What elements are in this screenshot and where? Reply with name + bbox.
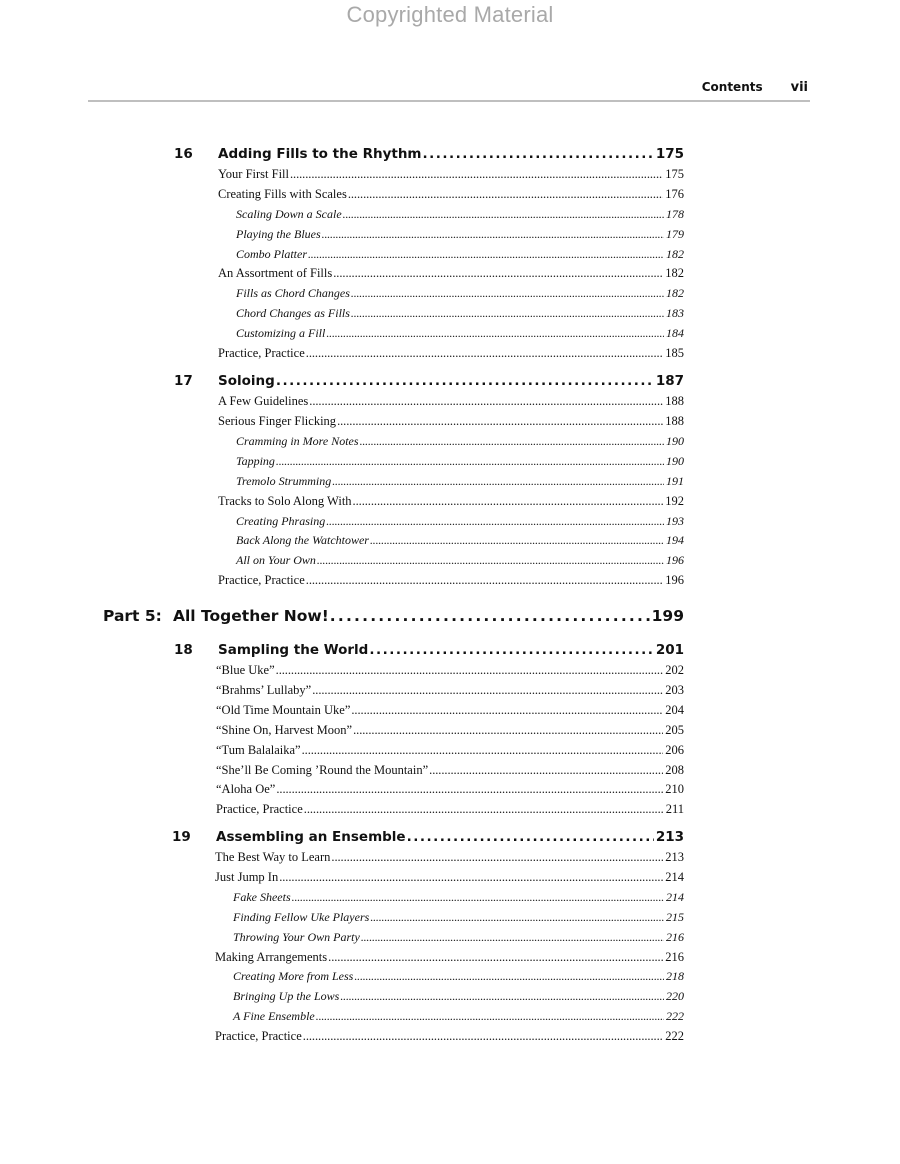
- entry-title: Practice, Practice: [216, 802, 303, 816]
- entry-page: 196: [665, 573, 684, 587]
- entry-page: 193: [666, 514, 684, 528]
- entry-title: “She’ll Be Coming ’Round the Mountain”: [216, 763, 429, 777]
- leader-dots: [351, 306, 664, 321]
- entry-title: “Old Time Mountain Uke”: [216, 703, 351, 717]
- leader-dots: [343, 207, 664, 222]
- entry-page: 204: [665, 703, 684, 717]
- entry-page: 192: [665, 494, 684, 508]
- entry-title: Bringing Up the Lows: [233, 989, 340, 1003]
- entry-title: Chord Changes as Fills: [236, 306, 350, 320]
- entry-page: 185: [665, 346, 684, 360]
- entry-title: Fills as Chord Changes: [236, 286, 350, 300]
- toc-entry[interactable]: [216, 743, 684, 761]
- entry-page: 205: [665, 723, 684, 737]
- entry-page: 194: [666, 533, 684, 547]
- entry-page: 184: [666, 326, 684, 340]
- entry-title: “Aloha Oe”: [216, 782, 276, 796]
- leader-dots: [292, 890, 664, 905]
- running-head-section: Contents: [701, 80, 763, 94]
- entry-title: Your First Fill: [218, 167, 289, 181]
- toc-entry[interactable]: [218, 414, 684, 432]
- toc-subentry[interactable]: [233, 890, 684, 908]
- entry-title: A Fine Ensemble: [233, 1009, 315, 1023]
- part-title: All Together Now!: [173, 607, 329, 625]
- entry-title: Tapping: [236, 454, 275, 468]
- leader-dots: [276, 782, 663, 797]
- entry-page: 206: [665, 743, 684, 757]
- entry-title: Tracks to Solo Along With: [218, 494, 352, 508]
- entry-title: “Shine On, Harvest Moon”: [216, 723, 353, 737]
- toc-subentry[interactable]: [236, 474, 684, 492]
- entry-title: Throwing Your Own Party: [233, 930, 360, 944]
- entry-title: Finding Fellow Uke Players: [233, 910, 370, 924]
- leader-dots: [354, 969, 664, 984]
- chapter-number: 17: [174, 373, 193, 389]
- part-label: Part 5:: [103, 607, 162, 625]
- leader-dots: [370, 533, 664, 548]
- toc-entry[interactable]: [216, 663, 684, 681]
- part-page: 199: [651, 607, 684, 625]
- toc-subentry[interactable]: [236, 533, 684, 551]
- entry-page: 188: [665, 414, 684, 428]
- leader-dots: [333, 266, 663, 281]
- chapter-page: 175: [655, 146, 684, 162]
- toc-subentry[interactable]: [233, 969, 684, 987]
- entry-page: 220: [666, 989, 684, 1003]
- entry-page: 222: [665, 1029, 684, 1043]
- part-5-entry[interactable]: [103, 607, 684, 629]
- toc-subentry[interactable]: [236, 514, 684, 532]
- entry-title: Serious Finger Flicking: [218, 414, 337, 428]
- chapter-title: Assembling an Ensemble: [216, 829, 406, 845]
- toc-subentry[interactable]: [236, 454, 684, 472]
- chapter-17-entry[interactable]: [174, 373, 684, 393]
- entry-title: The Best Way to Learn: [215, 850, 331, 864]
- leader-dots: [328, 950, 663, 965]
- toc-subentry[interactable]: [236, 286, 684, 304]
- toc-entry[interactable]: [216, 763, 684, 781]
- toc-entry[interactable]: [215, 1029, 684, 1047]
- entry-page: 188: [665, 394, 684, 408]
- entry-title: Practice, Practice: [218, 573, 305, 587]
- entry-page: 222: [666, 1009, 684, 1023]
- entry-page: 208: [665, 763, 684, 777]
- entry-page: 216: [666, 930, 684, 944]
- chapter-page: 187: [655, 373, 684, 389]
- entry-page: 215: [666, 910, 684, 924]
- chapter-number: 16: [174, 146, 193, 162]
- toc-entry[interactable]: [216, 802, 684, 820]
- entry-page: 218: [666, 969, 684, 983]
- leader-dots: [309, 394, 663, 409]
- chapter-16-entry[interactable]: [174, 146, 684, 166]
- toc-subentry[interactable]: [236, 553, 684, 571]
- toc-entry[interactable]: [215, 850, 684, 868]
- leader-dots: [361, 930, 664, 945]
- copyright-watermark: Copyrighted Material: [346, 2, 554, 27]
- chapter-page: 213: [655, 829, 684, 845]
- leader-dots: [316, 1009, 664, 1024]
- header-rule: [88, 100, 810, 102]
- leader-dots: [290, 167, 663, 182]
- toc-subentry[interactable]: [236, 434, 684, 452]
- running-head: [702, 80, 808, 95]
- entry-page: 175: [665, 167, 684, 181]
- entry-page: 214: [665, 870, 684, 884]
- chapter-title: Sampling the World: [218, 642, 369, 658]
- leader-dots: [423, 146, 654, 162]
- entry-title: Practice, Practice: [218, 346, 305, 360]
- toc-subentry[interactable]: [233, 930, 684, 948]
- entry-page: 182: [666, 286, 684, 300]
- toc-entry[interactable]: [218, 167, 684, 185]
- leader-dots: [370, 910, 664, 925]
- leader-dots: [429, 763, 663, 778]
- toc-entry[interactable]: [215, 950, 684, 968]
- leader-dots: [407, 829, 654, 845]
- entry-page: 182: [666, 247, 684, 261]
- leader-dots: [306, 573, 663, 588]
- toc-entry[interactable]: [218, 346, 684, 364]
- toc-entry[interactable]: [216, 703, 684, 721]
- entry-page: 216: [665, 950, 684, 964]
- entry-title: An Assortment of Fills: [218, 266, 333, 280]
- entry-title: Customizing a Fill: [236, 326, 326, 340]
- entry-page: 183: [666, 306, 684, 320]
- leader-dots: [330, 607, 650, 625]
- entry-page: 196: [666, 553, 684, 567]
- leader-dots: [360, 434, 664, 449]
- entry-title: A Few Guidelines: [218, 394, 309, 408]
- toc-entry[interactable]: [215, 870, 684, 888]
- leader-dots: [348, 187, 663, 202]
- entry-page: 213: [665, 850, 684, 864]
- leader-dots: [351, 703, 663, 718]
- entry-title: Scaling Down a Scale: [236, 207, 342, 221]
- toc-entry[interactable]: [218, 573, 684, 591]
- entry-title: Cramming in More Notes: [236, 434, 359, 448]
- entry-title: “Brahms’ Lullaby”: [216, 683, 312, 697]
- chapter-number: 19: [172, 829, 191, 845]
- leader-dots: [353, 494, 664, 509]
- leader-dots: [326, 514, 664, 529]
- chapter-title: Soloing: [218, 373, 275, 389]
- toc-entry[interactable]: [216, 782, 684, 800]
- entry-page: 191: [666, 474, 684, 488]
- toc-entry[interactable]: [218, 266, 684, 284]
- chapter-title: Adding Fills to the Rhythm: [218, 146, 422, 162]
- entry-page: 202: [665, 663, 684, 677]
- leader-dots: [337, 414, 663, 429]
- leader-dots: [322, 227, 664, 242]
- entry-title: Playing the Blues: [236, 227, 321, 241]
- entry-title: Fake Sheets: [233, 890, 291, 904]
- leader-dots: [353, 723, 663, 738]
- entry-title: Tremolo Strumming: [236, 474, 332, 488]
- toc-entry[interactable]: [218, 394, 684, 412]
- entry-page: 190: [666, 434, 684, 448]
- entry-page: 176: [665, 187, 684, 201]
- leader-dots: [276, 373, 654, 389]
- leader-dots: [304, 802, 664, 817]
- page-number: vii: [790, 80, 808, 95]
- toc-entry[interactable]: [216, 723, 684, 741]
- toc-subentry[interactable]: [236, 306, 684, 324]
- toc-subentry[interactable]: [236, 207, 684, 225]
- entry-title: Combo Platter: [236, 247, 307, 261]
- leader-dots: [332, 474, 664, 489]
- toc-subentry[interactable]: [233, 910, 684, 928]
- entry-title: Practice, Practice: [215, 1029, 302, 1043]
- entry-page: 210: [665, 782, 684, 796]
- leader-dots: [351, 286, 664, 301]
- entry-page: 182: [665, 266, 684, 280]
- leader-dots: [340, 989, 664, 1004]
- toc-subentry[interactable]: [233, 1009, 684, 1027]
- entry-page: 211: [665, 802, 684, 816]
- leader-dots: [369, 642, 653, 658]
- chapter-18-entry[interactable]: [174, 642, 684, 662]
- leader-dots: [306, 346, 663, 361]
- entry-title: All on Your Own: [236, 553, 316, 567]
- toc-subentry[interactable]: [233, 989, 684, 1007]
- entry-page: 178: [666, 207, 684, 221]
- toc-entry[interactable]: [216, 683, 684, 701]
- entry-title: Creating Fills with Scales: [218, 187, 347, 201]
- toc-entry[interactable]: [218, 494, 684, 512]
- leader-dots: [276, 454, 664, 469]
- toc-entry[interactable]: [218, 187, 684, 205]
- leader-dots: [317, 553, 664, 568]
- entry-title: Making Arrangements: [215, 950, 328, 964]
- leader-dots: [331, 850, 663, 865]
- leader-dots: [308, 247, 664, 262]
- entry-title: Creating More from Less: [233, 969, 354, 983]
- entry-page: 214: [666, 890, 684, 904]
- entry-title: Creating Phrasing: [236, 514, 326, 528]
- entry-title: Just Jump In: [215, 870, 279, 884]
- entry-page: 190: [666, 454, 684, 468]
- entry-page: 203: [665, 683, 684, 697]
- entry-page: 179: [666, 227, 684, 241]
- entry-title: “Tum Balalaika”: [216, 743, 301, 757]
- toc-subentry[interactable]: [236, 247, 684, 265]
- leader-dots: [312, 683, 663, 698]
- leader-dots: [279, 870, 663, 885]
- leader-dots: [302, 743, 664, 758]
- leader-dots: [276, 663, 664, 678]
- entry-title: “Blue Uke”: [216, 663, 275, 677]
- toc-subentry[interactable]: [236, 326, 684, 344]
- leader-dots: [303, 1029, 663, 1044]
- chapter-number: 18: [174, 642, 193, 658]
- chapter-19-entry[interactable]: [172, 829, 684, 849]
- leader-dots: [326, 326, 664, 341]
- entry-title: Back Along the Watchtower: [236, 533, 369, 547]
- chapter-page: 201: [655, 642, 684, 658]
- toc-subentry[interactable]: [236, 227, 684, 245]
